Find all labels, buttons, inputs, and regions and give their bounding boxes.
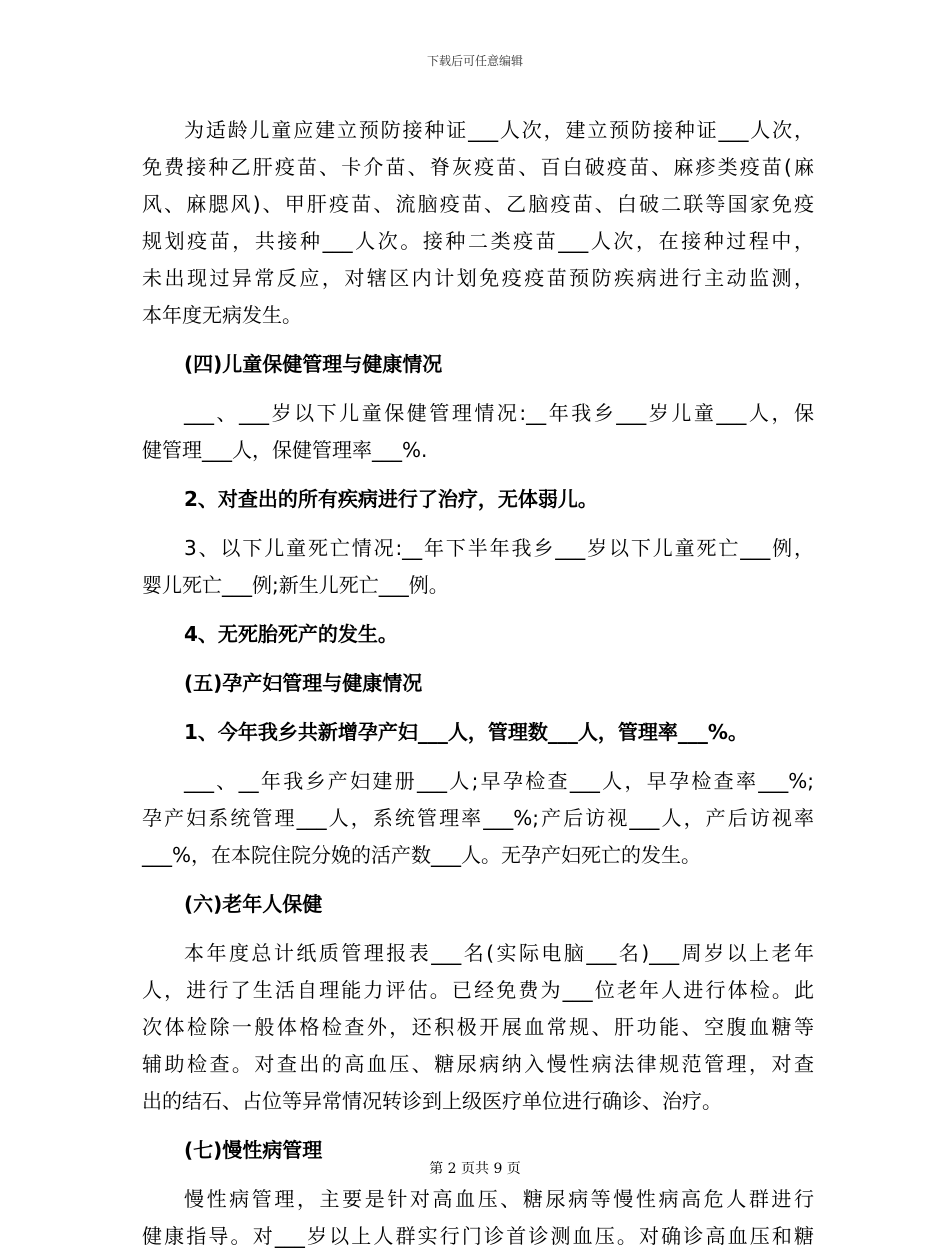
text-line: 婴儿死亡___例;新生儿死亡___例。: [142, 573, 449, 597]
text-line: 辅助检查。对查出的高血压、糖尿病纳入慢性病法律规范管理，对查: [142, 1052, 814, 1076]
text-line: 孕产妇系统管理___人，系统管理率___%;产后访视___人，产后访视率: [142, 806, 814, 830]
text-line: 免费接种乙肝疫苗、卡介苗、脊灰疫苗、百白破疫苗、麻疹类疫苗(麻: [142, 155, 814, 179]
text-line: 健管理___人，保健管理率___%.: [142, 438, 428, 462]
text-line: 人，进行了生活自理能力评估。已经免费为___位老年人进行体检。此: [142, 978, 814, 1002]
text-line: 为适龄儿童应建立预防接种证___人次，建立预防接种证___人次，: [184, 118, 814, 142]
heading-maternal-health: (五)孕产妇管理与健康情况: [184, 671, 423, 695]
text-line: 健康指导。对___岁以上人群实行门诊首诊测血压。对确诊高血压和糖: [142, 1224, 814, 1248]
paragraph-child-management: [142, 395, 814, 469]
text-line: 规划疫苗，共接种___人次。接种二类疫苗___人次，在接种过程中，: [142, 229, 814, 253]
page-header: 下载后可任意编辑: [426, 54, 523, 68]
page-footer: 第 2 页共 9 页: [429, 1161, 521, 1177]
paragraph-elderly: [142, 935, 814, 1120]
heading-elderly-care: (六)老年人保健: [184, 892, 323, 916]
text-line: 未出现过异常反应，对辖区内计划免疫疫苗预防疾病进行主动监测，: [142, 266, 814, 290]
text-line: ___、__年我乡产妇建册___人;早孕检查___人，早孕检查率___%;: [184, 769, 814, 793]
heading-child-health: (四)儿童保健管理与健康情况: [184, 352, 443, 376]
paragraph-chronic: [142, 1181, 814, 1255]
text-line: 出的结石、占位等异常情况转诊到上级医疗单位进行确诊、治疗。: [142, 1089, 722, 1113]
text-line: 本年度无病发生。: [142, 303, 302, 327]
paragraph-child-death: [142, 530, 814, 604]
document-body: [142, 112, 814, 1255]
text-line: ___、___岁以下儿童保健管理情况:__年我乡___岁儿童___人，保: [184, 401, 814, 425]
paragraph-stillbirth: 4、无死胎死产的发生。: [184, 622, 398, 646]
paragraph-vaccination: [142, 112, 814, 334]
paragraph-new-pregnant: 1、今年我乡共新增孕产妇___人，管理数___人，管理率___%。: [184, 720, 748, 744]
text-line: 本年度总计纸质管理报表___名(实际电脑___名)___周岁以上老年: [184, 941, 814, 965]
heading-chronic-disease: (七)慢性病管理: [184, 1138, 323, 1162]
text-line: 风、麻腮风)、甲肝疫苗、流脑疫苗、乙脑疫苗、白破二联等国家免疫: [142, 192, 814, 216]
text-line: 次体检除一般体格检查外，还积极开展血常规、肝功能、空腹血糖等: [142, 1015, 814, 1039]
paragraph-treatment: 2、对查出的所有疾病进行了治疗，无体弱儿。: [184, 487, 598, 511]
text-line: 慢性病管理，主要是针对高血压、糖尿病等慢性病高危人群进行: [184, 1187, 814, 1211]
paragraph-maternal-management: [142, 763, 814, 874]
text-line: ___%，在本院住院分娩的活产数___人。无孕产妇死亡的发生。: [142, 843, 702, 867]
text-line: 3、以下儿童死亡情况:__年下半年我乡___岁以下儿童死亡___例，: [184, 536, 814, 560]
